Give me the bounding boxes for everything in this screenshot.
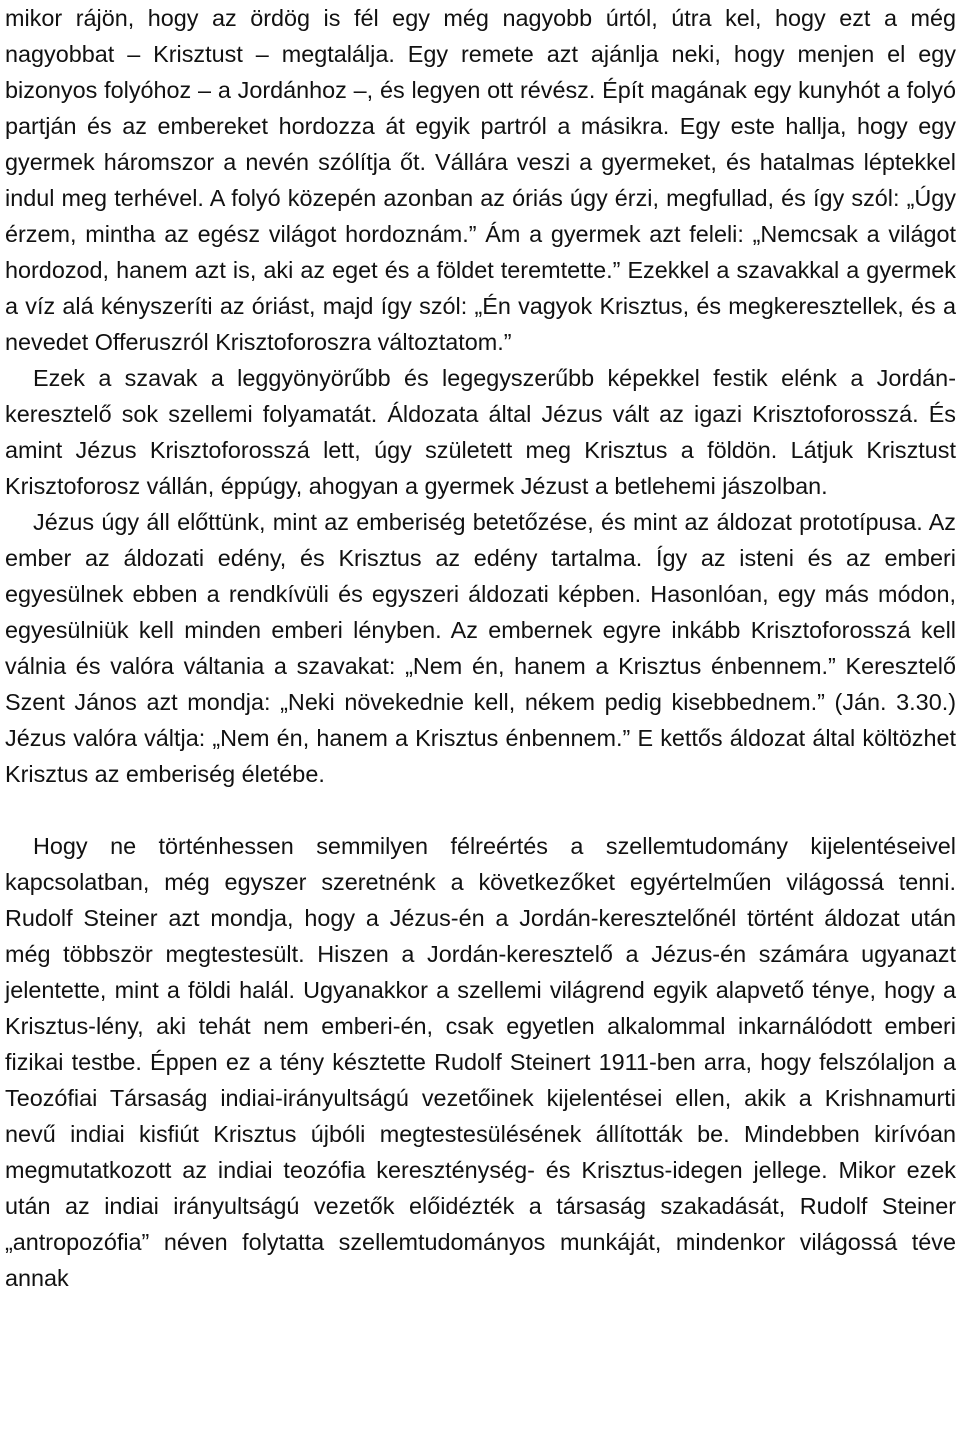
paragraph-sacrifice: Jézus úgy áll előttünk, mint az emberiség betetőzése, és mint az áldozat prototípusa. Az ember az áldozati edény, és Krisztus az edény tartalma. Így az isteni és az emberi egyesülnek ebben a rendkívüli és egyszeri áldozati képben. Hasonlóan, egy más módon, egyesülniük kell minden emberi lényben. Az embernek egyre inkább Krisztoforosszá kell válnia és valóra váltania a szavakat: „Nem én, hanem a Krisztus énbennem.” Keresztelő Szent János azt mondja: „Neki növekednie kell, nékem pedig kisebbednem.” (Ján. 3.30.) Jézus valóra váltja: „Nem én, hanem a Krisztus énbennem.” E kettős áldozat által költözhet Krisztus az emberiség életébe. (5, 509, 956, 787)
paragraph-continuation: mikor rájön, hogy az ördög is fél egy még nagyobb úrtól, útra kel, hogy ezt a még nagyobbat – Krisztust – megtalálja. Egy remete azt ajánlja neki, hogy menjen el egy bizonyos folyóhoz – a Jordánhoz –, és legyen ott révész. Épít magának egy kunyhót a folyó partján és az embereket hordozza át egyik partról a másikra. Egy este hallja, hogy egy gyermek háromszor a nevén szólítja őt. Vállára veszi a gyermeket, és hatalmas léptekkel indul meg terhével. A folyó közepén azonban az óriás úgy érzi, megfullad, és így szól: „Úgy érzem, mintha az egész világot hordoznám.” Ám a gyermek azt feleli: „Nemcsak a világot hordozod, hanem azt is, aki az eget és a földet teremtette.” Ezekkel a szavakkal a gyermek a víz alá kényszeríti az óriást, majd így szól: „Én vagyok Krisztus, és megkeresztellek, és a nevedet Offeruszról Krisztoforoszra változtatom.” (5, 5, 956, 355)
paragraph-jordan-baptism: Ezek a szavak a leggyönyörűbb és legegyszerűbb képekkel festik elénk a Jordán-keresztelő sok szellemi folyamatát. Áldozata által Jézus vált az igazi Krisztoforosszá. És amint Jézus Krisztoforosszá lett, úgy született meg Krisztus a földön. Látjuk Krisztust Krisztoforosz vállán, éppúgy, ahogyan a gyermek Jézust a betlehemi jászolban. (5, 365, 956, 499)
paragraph-misunderstanding: Hogy ne történhessen semmilyen félreértés a szellemtudomány kijelentéseivel kapcsolatban, még egyszer szeretnénk a következőket egyértelműen világossá tenni. Rudolf Steiner azt mondja, hogy a Jézus-én a Jordán-keresztelőnél történt áldozat után még többször megtestesült. Hiszen a Jordán-keresztelő a Jézus-én számára ugyanazt jelentette, mint a földi halál. Ugyanakkor a szellemi világrend egyik alapvető ténye, hogy a Krisztus-lény, aki tehát nem emberi-én, csak egyetlen alkalommal inkarnálódott emberi fizikai testbe. Éppen ez a tény késztette Rudolf Steinert 1911-ben arra, hogy felszólaljon a Teozófiai Társaság indiai-irányultságú vezetőinek kijelentései ellen, akik a Krishnamurti nevű indiai kisfiút Krisztus újbóli megtestesülésének állították be. Mindebben kirívóan megmutatkozott az indiai teozófia kereszténység- és Krisztus-idegen jellege. Mikor ezek után az indiai irányultságú vezetők előidézték a társaság szakadását, Rudolf Steiner „antropozófia” néven folytatta szellemtudományos munkáját, mindenkor világossá téve annak (5, 833, 956, 1291)
document-page (5, 0, 956, 1296)
